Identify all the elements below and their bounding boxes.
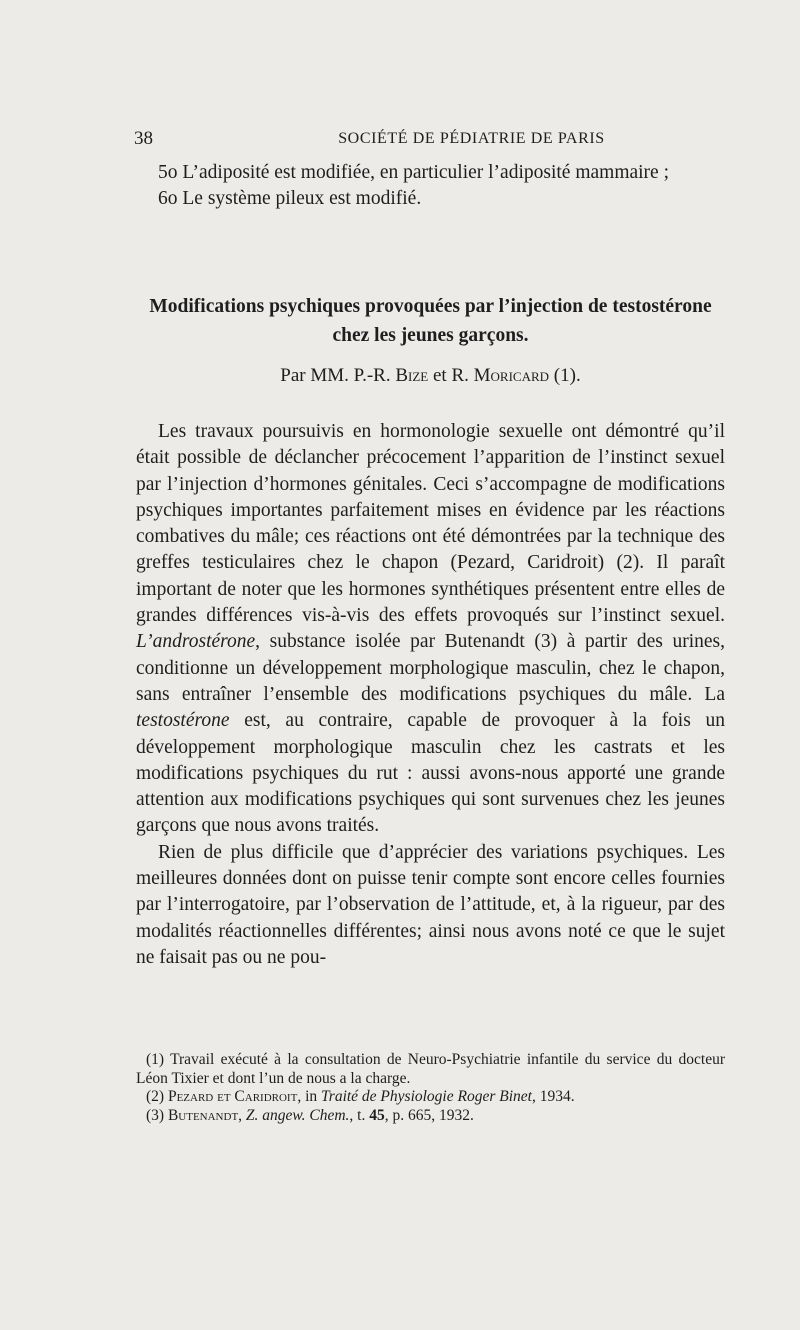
footnote-3-journal: Z. angew. Chem.	[245, 1106, 350, 1124]
article-title: Modifications psychiques provoquées par l’injection de testostérone chez les jeunes garçons.	[149, 296, 712, 346]
footnote-3-vol-prefix: , t.	[349, 1106, 370, 1124]
author-bize: Bize	[395, 365, 429, 386]
term-testosterone: testostérone	[136, 710, 230, 732]
authors-prefix: Par MM. P.-R.	[280, 365, 396, 386]
footnotes	[136, 1051, 725, 1125]
list-continuation	[136, 160, 725, 213]
footnote-2-authors: Pezard et Caridroit	[167, 1088, 298, 1105]
footnote-2-in: , in	[297, 1088, 322, 1105]
author-moricard: Moricard	[473, 365, 550, 386]
paragraph-1-part-1: Les travaux poursuivis en hormonologie sexuelle ont démontré qu’il était possible de déclancher précocement l’apparition de l’instinct sexuel par l’injection d’hormones génitales. Ceci s’accompagne de modifications psychiques importantes parfaitement mises en évidence par les réactions combatives du mâle; ces réactions ont été démontrées par la technique des greffes testiculaires chez le chapon (Pezard, Caridroit) (2). Il paraît important de noter que les hormones synthétiques présentent entre elles de grandes différences vis-à-vis des effets provoqués sur l’instinct sexuel.	[136, 421, 725, 627]
authors-suffix: (1).	[549, 365, 581, 386]
footnote-2-title: Traité de Physiologie Roger Binet	[321, 1088, 532, 1105]
footnote-3-sep: ,	[238, 1106, 246, 1124]
page-number: 38	[134, 128, 153, 149]
footnote-2	[136, 1088, 725, 1107]
footnote-1: (1) Travail exécuté à la consultation de Neuro-Psychiatrie infantile du service du docteur Léon Tixier et dont l’un de nous a la charge.	[136, 1051, 725, 1087]
article-body	[136, 419, 725, 971]
list-item-6: 6o Le système pileux est modifié.	[158, 188, 422, 210]
list-item-5: 5o L’adiposité est modifiée, en particulier l’adiposité mammaire ;	[158, 162, 669, 183]
term-androsterone: L’androstérone	[136, 631, 256, 653]
paragraph-1	[136, 419, 725, 840]
footnote-2-number: (2)	[146, 1088, 168, 1105]
authors-and: et R.	[428, 365, 474, 386]
footnote-3-author: Butenandt	[167, 1106, 239, 1124]
footnote-3-number: (3)	[146, 1106, 168, 1124]
article-authors	[132, 365, 729, 387]
footnote-3	[136, 1107, 725, 1126]
footnote-3-pages: , p. 665, 1932.	[384, 1106, 474, 1124]
running-title: SOCIÉTÉ DE PÉDIATRIE DE PARIS	[338, 130, 605, 147]
paragraph-2: Rien de plus difficile que d’apprécier des variations psychiques. Les meilleures données dont on puisse tenir compte sont encore celles fournies par l’interrogatoire, par l’observation de l’attitude, et, à la rigueur, par des modalités réactionnelles différentes; ainsi nous avons noté ce que le sujet ne faisait pas ou ne pou-	[136, 841, 725, 968]
page-header	[134, 128, 729, 152]
footnote-3-volume: 45	[369, 1106, 385, 1124]
footnote-2-year: , 1934.	[531, 1088, 575, 1105]
paragraph-1-part-2: , substance isolée par Butenandt (3) à partir des urines, conditionne un développement morphologique masculin, chez le chapon, sans entraîner l’ensemble des modifications psychiques du mâle. La	[136, 631, 725, 705]
paragraph-1-part-3: est, au contraire, capable de provoquer à la fois un développement morphologique masculin chez les castrats et les modifications psychiques du rut : aussi avons-nous apporté une grande attention aux modifications psychiques qui sont survenues chez les jeunes garçons que nous avons traités.	[136, 710, 725, 837]
